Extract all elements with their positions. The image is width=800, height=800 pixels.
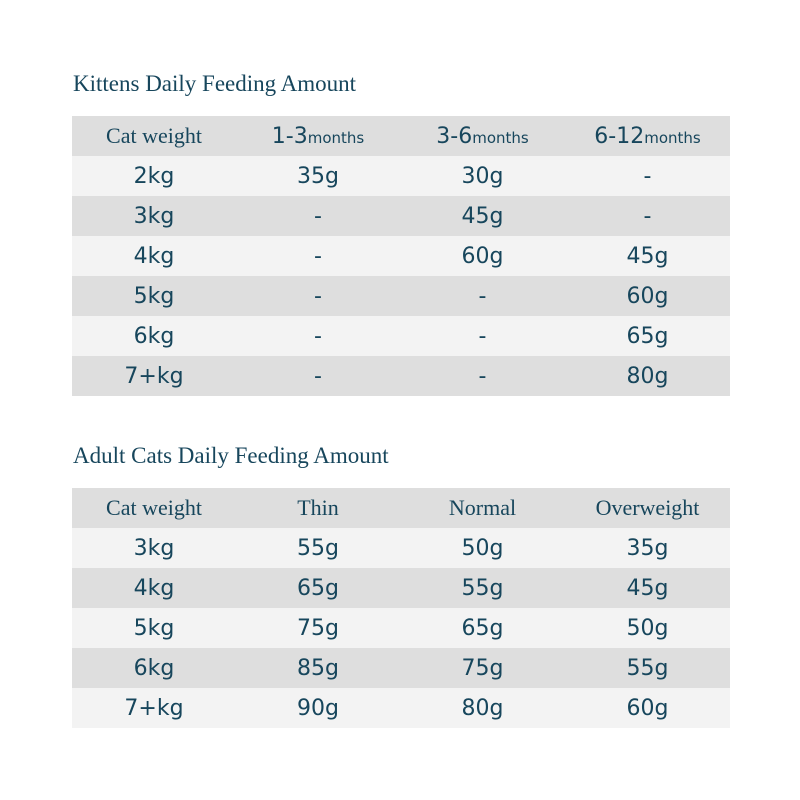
amount-cell: 80g — [626, 363, 669, 389]
amount-cell: - — [643, 203, 652, 229]
weight-cell: 4kg — [133, 243, 175, 269]
cat-weight-header: Cat weight — [106, 495, 202, 520]
amount-cell: 45g — [461, 203, 504, 229]
overweight-header: Overweight — [595, 495, 700, 520]
amount-cell: - — [478, 283, 487, 309]
age-range: 6-12 — [594, 123, 645, 149]
amount-cell: - — [478, 323, 487, 349]
table-row — [72, 196, 730, 236]
age-unit: months — [472, 128, 529, 147]
amount-cell: 55g — [626, 655, 669, 681]
amount-cell: 85g — [297, 655, 339, 681]
cat-weight-header: Cat weight — [106, 123, 202, 148]
adult-cats-feeding-table — [72, 488, 730, 728]
normal-header: Normal — [448, 495, 517, 520]
age-header-3-6 — [400, 116, 565, 156]
amount-cell: 55g — [461, 575, 504, 601]
amount-cell: 35g — [297, 163, 339, 189]
adult-cats-table-title: Adult Cats Daily Feeding Amount — [73, 443, 389, 468]
amount-cell: 30g — [461, 163, 504, 189]
amount-cell: - — [314, 363, 322, 389]
amount-cell: - — [314, 203, 322, 229]
amount-cell: - — [314, 243, 322, 269]
amount-cell: 50g — [461, 535, 504, 561]
amount-cell: 80g — [461, 695, 504, 721]
table-header-row — [72, 116, 730, 156]
age-header-1-3 — [236, 116, 400, 156]
amount-cell: - — [314, 323, 322, 349]
amount-cell: 45g — [626, 243, 669, 269]
amount-cell: 50g — [626, 615, 669, 641]
amount-cell: - — [314, 283, 322, 309]
table-row — [72, 236, 730, 276]
age-header-6-12 — [565, 116, 730, 156]
amount-cell: - — [643, 163, 652, 189]
kittens-table-title: Kittens Daily Feeding Amount — [73, 71, 357, 96]
amount-cell: 65g — [626, 323, 669, 349]
age-range: 3-6 — [436, 123, 473, 149]
weight-cell: 5kg — [133, 615, 175, 641]
weight-cell: 5kg — [133, 283, 175, 309]
table-row — [72, 568, 730, 608]
table-row — [72, 608, 730, 648]
amount-cell: 55g — [297, 535, 339, 561]
weight-cell: 6kg — [133, 655, 175, 681]
amount-cell: 60g — [626, 283, 669, 309]
table-row — [72, 356, 730, 396]
table-row — [72, 156, 730, 196]
table-header-row — [72, 488, 730, 528]
table-row — [72, 276, 730, 316]
weight-cell: 2kg — [133, 163, 175, 189]
weight-cell: 4kg — [133, 575, 175, 601]
amount-cell: 45g — [626, 575, 669, 601]
amount-cell: 75g — [297, 615, 339, 641]
table-row — [72, 648, 730, 688]
age-range: 1-3 — [271, 123, 308, 149]
thin-header: Thin — [297, 495, 339, 520]
amount-cell: 90g — [297, 695, 339, 721]
amount-cell: 65g — [297, 575, 339, 601]
kittens-feeding-table — [72, 116, 730, 396]
age-unit: months — [307, 128, 365, 147]
weight-cell: 3kg — [133, 535, 175, 561]
amount-cell: 75g — [461, 655, 504, 681]
age-unit: months — [644, 128, 701, 147]
amount-cell: 60g — [626, 695, 669, 721]
amount-cell: 65g — [461, 615, 504, 641]
weight-cell: 3kg — [133, 203, 175, 229]
amount-cell: - — [478, 363, 487, 389]
weight-cell: 6kg — [133, 323, 175, 349]
weight-cell: 7+kg — [124, 363, 184, 389]
amount-cell: 60g — [461, 243, 504, 269]
table-row — [72, 316, 730, 356]
amount-cell: 35g — [626, 535, 669, 561]
table-row — [72, 688, 730, 728]
weight-cell: 7+kg — [124, 695, 184, 721]
table-row — [72, 528, 730, 568]
